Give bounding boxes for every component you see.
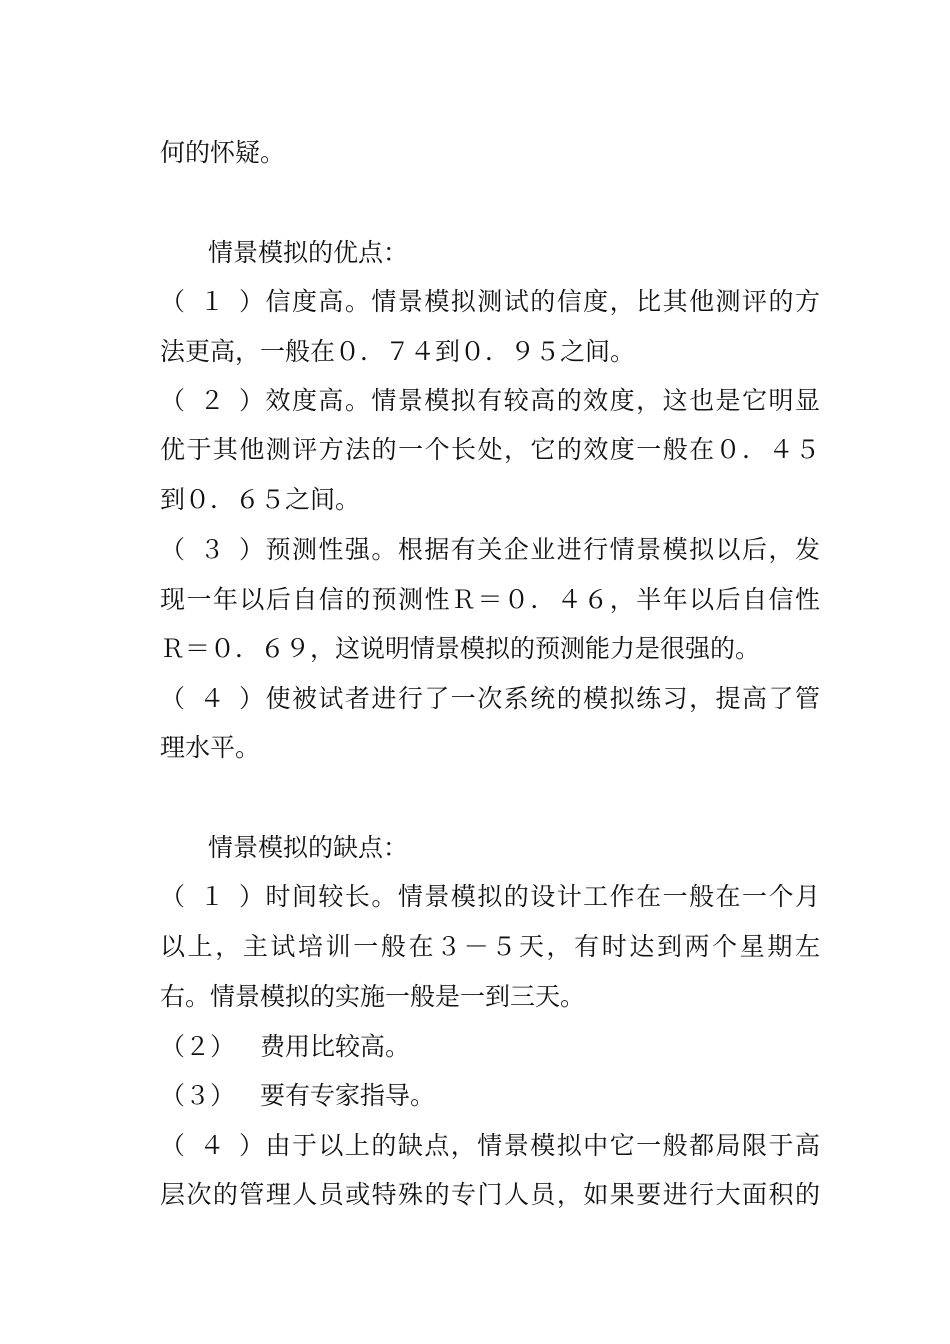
item-text: 预测性强。根据有关企业进行情景模拟以后，发 (264, 535, 820, 564)
text-line: 理水平。 (160, 733, 261, 762)
list-item-line (160, 384, 820, 418)
item-text: 信度高。情景模拟测试的信度，比其他测评的方 (264, 287, 820, 316)
text-line: 到０．６５之间。 (160, 485, 361, 514)
list-item-line (160, 880, 820, 914)
list-item-line (160, 1079, 820, 1113)
text-line: 以上，主试培训一般在３－５天，有时达到两个星期左 (160, 932, 820, 961)
list-item-line (160, 682, 820, 716)
item-marker: （１） (160, 287, 264, 316)
item-text: 由于以上的缺点，情景模拟中它一般都局限于高 (264, 1131, 820, 1160)
item-marker: （４） (160, 684, 264, 713)
item-text: 要有专家指导。 (260, 1081, 436, 1110)
item-text: 效度高。情景模拟有较高的效度，这也是它明显 (264, 386, 820, 415)
item-marker: （２） (160, 1032, 236, 1061)
text-line: 层次的管理人员或特殊的专门人员，如果要进行大面积的 (160, 1180, 820, 1209)
item-marker: （２） (160, 386, 264, 415)
item-text: 时间较长。情景模拟的设计工作在一般在一个月 (264, 882, 820, 911)
list-item-line (160, 533, 820, 567)
text-line: 优于其他测评方法的一个长处，它的效度一般在０．４５ (160, 435, 820, 464)
list-item-line (160, 1129, 820, 1163)
item-marker: （４） (160, 1131, 264, 1160)
section-heading: 情景模拟的优点： (208, 238, 409, 267)
section-heading: 情景模拟的缺点： (208, 833, 409, 862)
list-item-line (160, 285, 820, 319)
text-line: 何的怀疑。 (160, 138, 286, 167)
text-line: 法更高，一般在０．７４到０．９５之间。 (160, 337, 636, 366)
list-item-line (160, 1030, 820, 1064)
text-line: Ｒ＝０．６９，这说明情景模拟的预测能力是很强的。 (160, 634, 761, 663)
item-marker: （１） (160, 882, 264, 911)
text-line: 右。情景模拟的实施一般是一到三天。 (160, 982, 586, 1011)
text-line: 现一年以后自信的预测性Ｒ＝０．４６，半年以后自信性 (160, 585, 820, 614)
item-text: 费用比较高。 (260, 1032, 411, 1061)
item-marker: （３） (160, 535, 264, 564)
item-marker: （３） (160, 1081, 236, 1110)
item-text: 使被试者进行了一次系统的模拟练习，提高了管 (264, 684, 820, 713)
